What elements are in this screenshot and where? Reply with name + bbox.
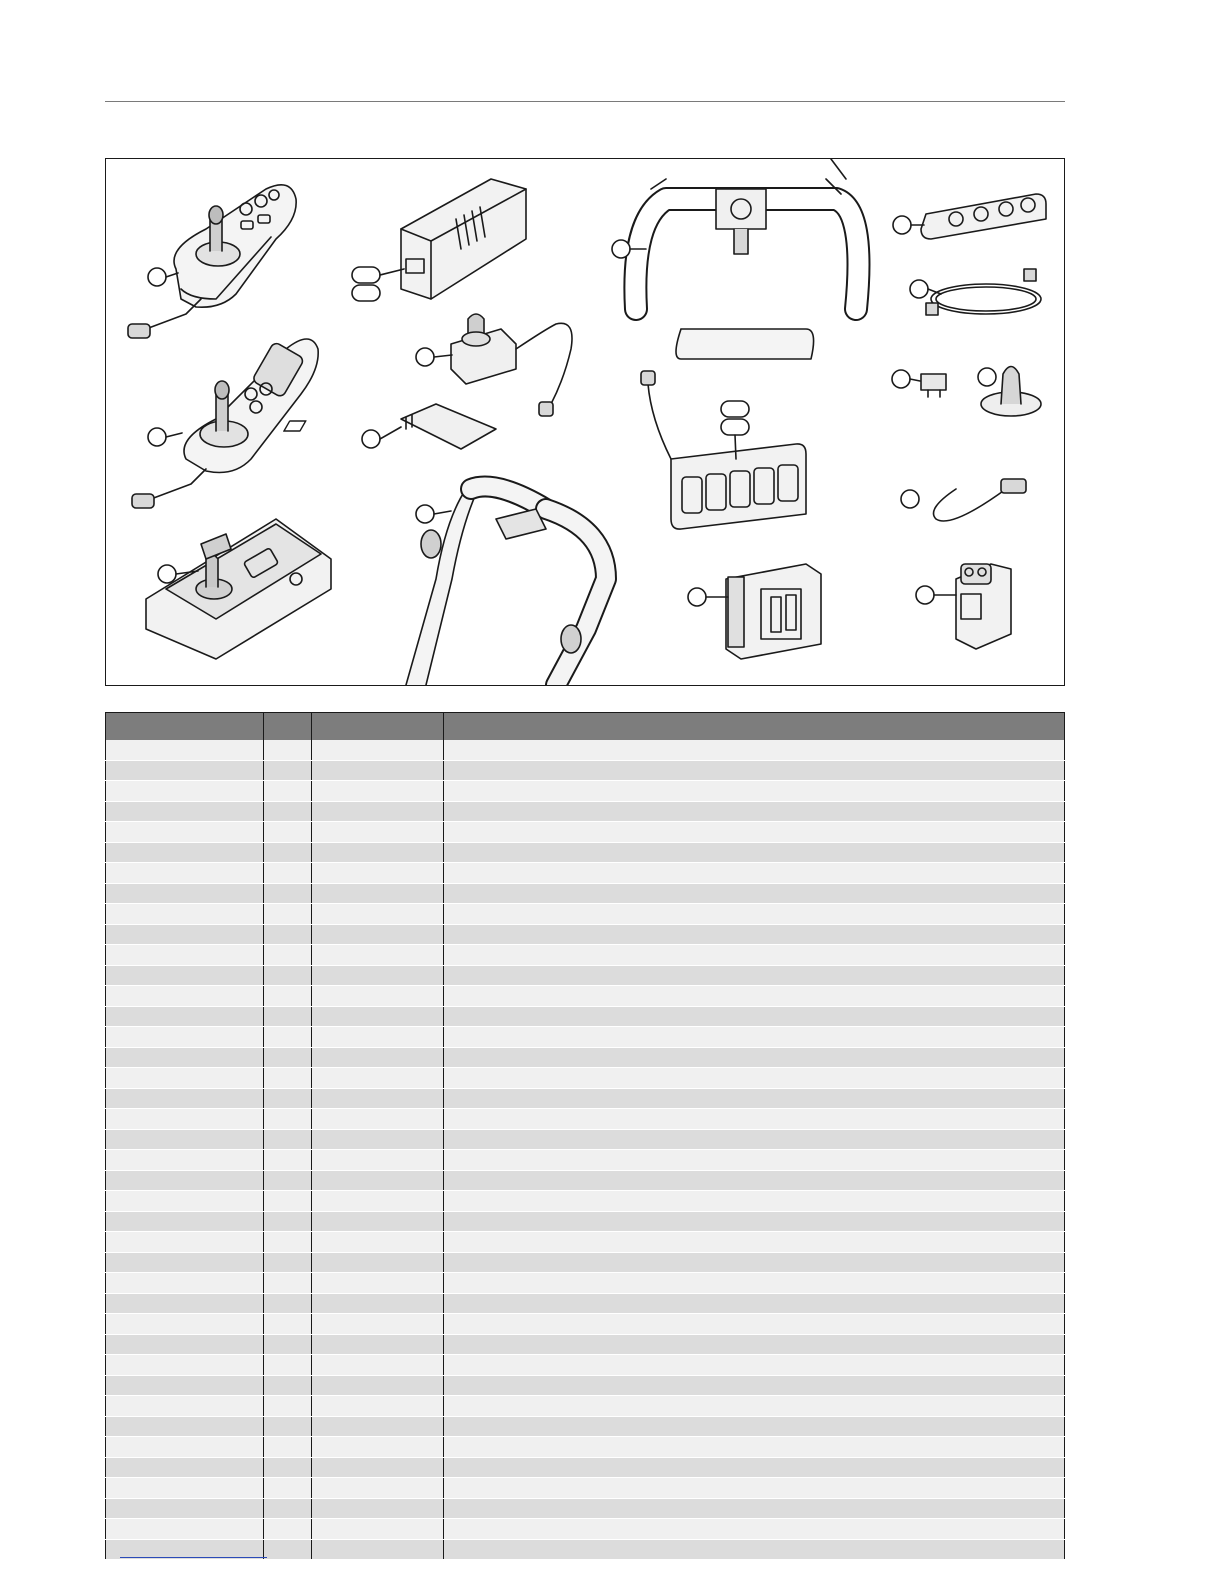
table-cell: [106, 1457, 264, 1478]
fuse-illustration: [921, 374, 946, 397]
table-cell: [106, 1068, 264, 1089]
table-cell: [106, 1375, 264, 1396]
table-cell: [106, 904, 264, 925]
table-cell: [312, 965, 444, 986]
table-cell: [264, 1211, 312, 1232]
table-row: [106, 883, 1065, 904]
table-cell: [444, 945, 1065, 966]
table-cell: [264, 740, 312, 760]
table-row: [106, 945, 1065, 966]
table-cell: [106, 1437, 264, 1458]
table-cell: [264, 1437, 312, 1458]
table-cell: [106, 1519, 264, 1540]
table-cell: [264, 1068, 312, 1089]
table-cell: [312, 945, 444, 966]
table-cell: [444, 1006, 1065, 1027]
table-cell: [312, 1068, 444, 1089]
table-cell: [264, 822, 312, 843]
parts-table-header: [106, 713, 1065, 741]
table-cell: [444, 1109, 1065, 1130]
table-cell: [312, 986, 444, 1007]
table-cell: [312, 760, 444, 781]
table-row: [106, 1191, 1065, 1212]
table-cell: [264, 1232, 312, 1253]
table-row: [106, 1047, 1065, 1068]
table-cell: [264, 801, 312, 822]
table-cell: [444, 1498, 1065, 1519]
table-row: [106, 1150, 1065, 1171]
table-cell: [312, 1150, 444, 1171]
table-row: [106, 924, 1065, 945]
table-row: [106, 904, 1065, 925]
power-module-illustration: [401, 159, 526, 299]
table-row: [106, 1088, 1065, 1109]
table-cell: [444, 986, 1065, 1007]
table-cell: [312, 1416, 444, 1437]
table-row: [106, 1416, 1065, 1437]
table-cell: [444, 842, 1065, 863]
table-cell: [312, 1027, 444, 1048]
table-row: [106, 863, 1065, 884]
table-cell: [264, 1129, 312, 1150]
table-cell: [444, 883, 1065, 904]
table-cell: [312, 1519, 444, 1540]
table-cell: [106, 1252, 264, 1273]
table-cell: [312, 1355, 444, 1376]
table-cell: [106, 1478, 264, 1499]
table-cell: [312, 842, 444, 863]
table-cell: [264, 1334, 312, 1355]
parts-table: [105, 712, 1065, 1560]
table-cell: [264, 986, 312, 1007]
dual-control-handle-illustration: [635, 159, 858, 359]
table-cell: [264, 1006, 312, 1027]
table-cell: [106, 1416, 264, 1437]
table-cell: [264, 1457, 312, 1478]
table-row: [106, 1293, 1065, 1314]
joystick-module-illustration: [451, 314, 572, 416]
table-cell: [312, 781, 444, 802]
header-cell: [444, 713, 1065, 741]
table-cell: [312, 740, 444, 760]
table-cell: [106, 986, 264, 1007]
table-cell: [312, 1334, 444, 1355]
table-cell: [312, 1293, 444, 1314]
table-row: [106, 822, 1065, 843]
table-cell: [444, 904, 1065, 925]
table-row: [106, 1396, 1065, 1417]
table-cell: [106, 1293, 264, 1314]
header-cell: [106, 713, 264, 741]
table-cell: [264, 1375, 312, 1396]
table-cell: [312, 1498, 444, 1519]
table-row: [106, 1006, 1065, 1027]
table-cell: [106, 1150, 264, 1171]
table-cell: [106, 945, 264, 966]
table-row: [106, 1027, 1065, 1048]
table-cell: [312, 1232, 444, 1253]
table-cell: [312, 904, 444, 925]
table-cell: [312, 1047, 444, 1068]
table-cell: [106, 1355, 264, 1376]
table-row: [106, 1273, 1065, 1294]
table-cell: [312, 801, 444, 822]
table-row: [106, 1498, 1065, 1519]
table-cell: [444, 1519, 1065, 1540]
table-cell: [264, 1109, 312, 1130]
table-cell: [106, 1170, 264, 1191]
header-rule: [105, 101, 1065, 102]
table-row: [106, 781, 1065, 802]
table-cell: [106, 1191, 264, 1212]
table-cell: [444, 1047, 1065, 1068]
header-cell: [264, 713, 312, 741]
table-cell: [264, 1273, 312, 1294]
push-handle-illustration: [406, 487, 606, 686]
table-cell: [264, 1519, 312, 1540]
table-cell: [106, 1006, 264, 1027]
table-row: [106, 1457, 1065, 1478]
table-cell: [312, 1129, 444, 1150]
table-cell: [264, 904, 312, 925]
table-cell: [264, 1150, 312, 1171]
table-cell: [444, 740, 1065, 760]
table-cell: [264, 842, 312, 863]
input-module-illustration: [726, 564, 821, 659]
table-cell: [312, 1191, 444, 1212]
table-cell: [444, 801, 1065, 822]
table-row: [106, 1109, 1065, 1130]
table-row: [106, 986, 1065, 1007]
table-cell: [106, 1211, 264, 1232]
table-row: [106, 1170, 1065, 1191]
table-row: [106, 1334, 1065, 1355]
table-cell: [106, 1314, 264, 1335]
table-cell: [444, 1293, 1065, 1314]
table-cell: [444, 1150, 1065, 1171]
table-cell: [106, 1109, 264, 1130]
table-cell: [106, 1334, 264, 1355]
table-cell: [444, 1273, 1065, 1294]
table-cell: [106, 1088, 264, 1109]
table-cell: [444, 1191, 1065, 1212]
table-cell: [106, 1498, 264, 1519]
table-cell: [264, 1170, 312, 1191]
table-row: [106, 1252, 1065, 1273]
components-illustration: [105, 158, 1065, 686]
table-cell: [444, 1068, 1065, 1089]
table-cell: [444, 1539, 1065, 1560]
switch-panel-illustration: [641, 371, 806, 529]
table-row: [106, 842, 1065, 863]
table-cell: [444, 924, 1065, 945]
table-cell: [312, 1457, 444, 1478]
table-row: [106, 1129, 1065, 1150]
table-cell: [444, 1252, 1065, 1273]
joystick-remote-illustration-1: [128, 185, 296, 338]
table-row: [106, 1375, 1065, 1396]
table-cell: [264, 1478, 312, 1499]
table-cell: [264, 883, 312, 904]
table-cell: [444, 1314, 1065, 1335]
loop-cable-illustration: [934, 479, 1027, 521]
table-cell: [106, 1027, 264, 1048]
table-cell: [312, 924, 444, 945]
table-row: [106, 1355, 1065, 1376]
table-cell: [106, 801, 264, 822]
table-cell: [106, 760, 264, 781]
table-cell: [444, 863, 1065, 884]
table-cell: [264, 1355, 312, 1376]
header-cell: [312, 713, 444, 741]
attendant-control-illustration: [146, 519, 331, 659]
table-row: [106, 965, 1065, 986]
table-cell: [106, 740, 264, 760]
table-cell: [264, 1293, 312, 1314]
table-cell: [106, 965, 264, 986]
table-cell: [264, 924, 312, 945]
table-cell: [444, 1478, 1065, 1499]
table-cell: [106, 842, 264, 863]
table-cell: [264, 1027, 312, 1048]
cable-illustration: [926, 269, 1041, 315]
table-cell: [444, 822, 1065, 843]
table-cell: [444, 781, 1065, 802]
table-cell: [444, 1437, 1065, 1458]
table-cell: [444, 1334, 1065, 1355]
footer-link-underline[interactable]: [120, 1557, 267, 1558]
table-row: [106, 1232, 1065, 1253]
table-cell: [264, 863, 312, 884]
table-cell: [312, 1396, 444, 1417]
table-cell: [264, 1252, 312, 1273]
table-cell: [264, 1047, 312, 1068]
table-cell: [264, 945, 312, 966]
table-cell: [444, 1232, 1065, 1253]
table-cell: [312, 1375, 444, 1396]
table-row: [106, 1519, 1065, 1540]
table-cell: [312, 1539, 444, 1560]
table-cell: [444, 1088, 1065, 1109]
table-cell: [444, 1396, 1065, 1417]
table-cell: [444, 1129, 1065, 1150]
table-cell: [106, 883, 264, 904]
table-cell: [106, 1047, 264, 1068]
table-cell: [312, 1437, 444, 1458]
table-cell: [312, 1314, 444, 1335]
table-cell: [264, 1416, 312, 1437]
table-cell: [444, 1355, 1065, 1376]
table-cell: [264, 760, 312, 781]
table-row: [106, 801, 1065, 822]
table-cell: [312, 1273, 444, 1294]
table-row: [106, 740, 1065, 760]
table-cell: [312, 1088, 444, 1109]
table-cell: [444, 1416, 1065, 1437]
table-cell: [444, 760, 1065, 781]
table-cell: [312, 1478, 444, 1499]
table-cell: [312, 1252, 444, 1273]
table-row: [106, 1068, 1065, 1089]
table-cell: [312, 863, 444, 884]
table-cell: [444, 965, 1065, 986]
table-cell: [444, 1211, 1065, 1232]
table-cell: [106, 781, 264, 802]
table-cell: [106, 822, 264, 843]
table-cell: [264, 1498, 312, 1519]
mounting-bracket-illustration: [284, 404, 496, 449]
table-cell: [312, 1006, 444, 1027]
table-cell: [264, 965, 312, 986]
table-cell: [106, 1232, 264, 1253]
small-module-illustration: [956, 564, 1011, 649]
table-cell: [444, 1457, 1065, 1478]
table-cell: [106, 1273, 264, 1294]
table-cell: [264, 1314, 312, 1335]
table-cell: [106, 1129, 264, 1150]
table-cell: [312, 1109, 444, 1130]
table-cell: [264, 1088, 312, 1109]
connector-strip-illustration: [921, 194, 1046, 239]
table-cell: [106, 1396, 264, 1417]
joystick-remote-illustration-2: [132, 339, 318, 508]
table-cell: [312, 1211, 444, 1232]
table-cell: [312, 883, 444, 904]
table-row: [106, 1478, 1065, 1499]
table-cell: [264, 1396, 312, 1417]
table-cell: [106, 863, 264, 884]
table-row: [106, 1437, 1065, 1458]
table-cell: [264, 781, 312, 802]
table-cell: [312, 1170, 444, 1191]
table-row: [106, 1211, 1065, 1232]
table-cell: [444, 1027, 1065, 1048]
table-cell: [264, 1191, 312, 1212]
table-cell: [106, 924, 264, 945]
table-cell: [444, 1170, 1065, 1191]
table-row: [106, 760, 1065, 781]
table-cell: [264, 1539, 312, 1560]
table-cell: [444, 1375, 1065, 1396]
table-cell: [312, 822, 444, 843]
table-row: [106, 1314, 1065, 1335]
